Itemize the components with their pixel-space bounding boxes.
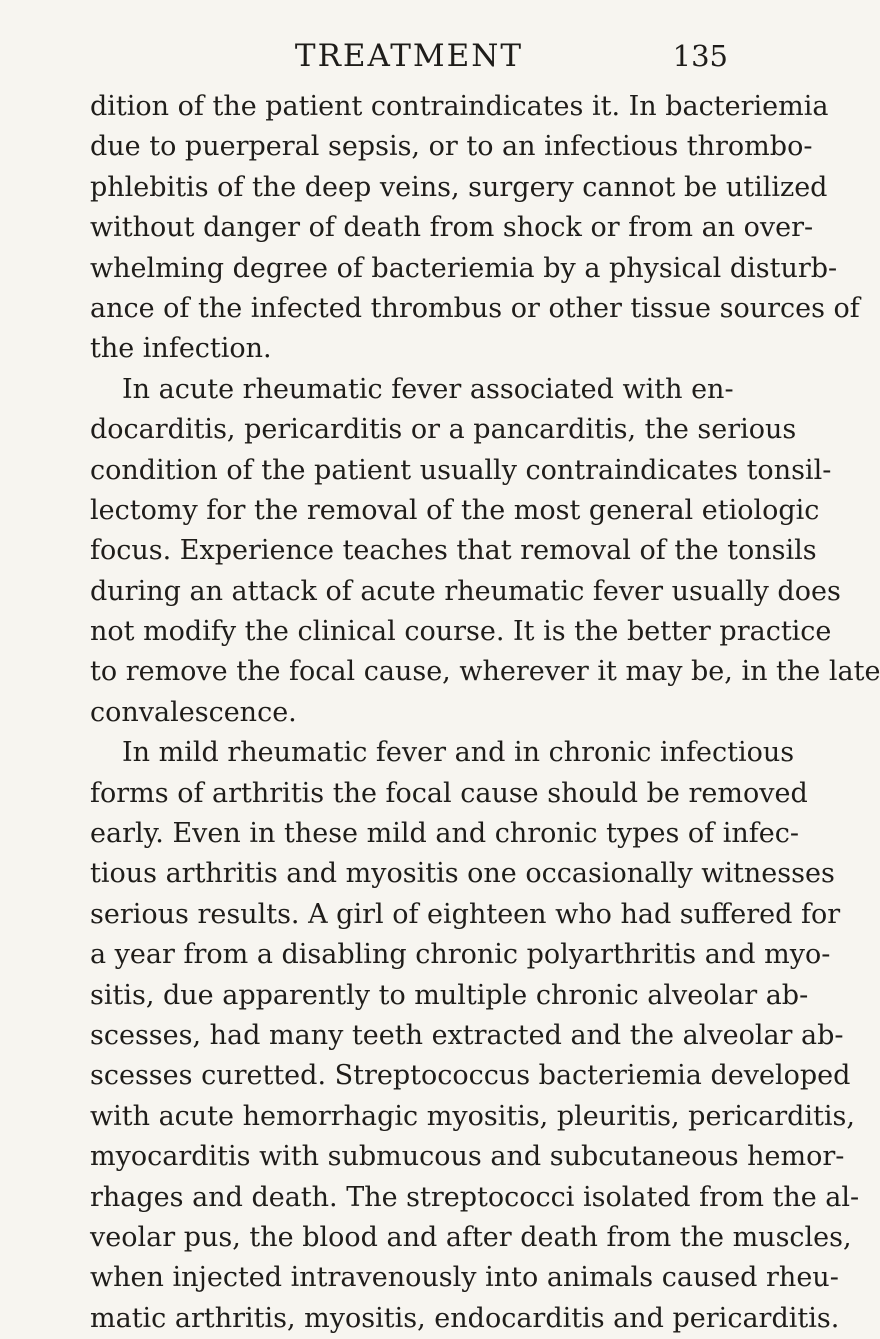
text-line: rhages and death. The streptococci isolated from the al-	[90, 1181, 860, 1213]
text-line: myocarditis with submucous and subcutaneous hemor-	[90, 1141, 845, 1173]
text-line: with acute hemorrhagic myositis, pleuritis, pericarditis,	[90, 1100, 855, 1132]
text-line: veolar pus, the blood and after death from the muscles,	[90, 1221, 852, 1253]
text-line: focus. Experience teaches that removal of the tonsils	[90, 535, 817, 567]
page-header	[90, 36, 728, 76]
text-line: docarditis, pericarditis or a pancarditis, the serious	[90, 414, 797, 446]
text-line: phlebitis of the deep veins, surgery cannot be utilized	[90, 171, 828, 203]
text-line: a year from a disabling chronic polyarthritis and myo-	[90, 939, 831, 971]
text-line: when injected intravenously into animals caused rheu-	[90, 1262, 839, 1294]
text-line: forms of arthritis the focal cause should be removed	[90, 777, 808, 809]
text-line: dition of the patient contraindicates it. In bacteriemia	[90, 91, 829, 122]
text-line: convalescence.	[90, 696, 297, 728]
text-line: without danger of death from shock or from an over-	[90, 212, 814, 244]
text-line: scesses, had many teeth extracted and the alveolar ab-	[90, 1019, 844, 1051]
text-line: condition of the patient usually contraindicates tonsil-	[90, 454, 832, 486]
page-number: 135	[672, 39, 728, 73]
text-line: sitis, due apparently to multiple chronic alveolar ab-	[90, 979, 809, 1011]
text-line: due to puerperal sepsis, or to an infectious thrombo-	[90, 131, 813, 163]
text-line: whelming degree of bacteriemia by a physical disturb-	[90, 252, 838, 284]
text-line: to remove the focal cause, wherever it may be, in the late	[90, 656, 880, 688]
text-line: matic arthritis, myositis, endocarditis and pericarditis.	[90, 1302, 840, 1334]
text-line: ance of the infected thrombus or other tissue sources of	[90, 292, 860, 324]
text-line: not modify the clinical course. It is the better practice	[90, 616, 832, 648]
text-line: the infection.	[90, 333, 272, 365]
text-line: tious arthritis and myositis one occasionally witnesses	[90, 858, 835, 890]
text-line: In mild rheumatic fever and in chronic infectious	[122, 737, 795, 769]
text-line: early. Even in these mild and chronic types of infec-	[90, 818, 799, 850]
text-line: In acute rheumatic fever associated with en-	[122, 373, 734, 405]
text-line: scesses curetted. Streptococcus bacteriemia developed	[90, 1060, 851, 1092]
text-line: serious results. A girl of eighteen who had suffered for	[90, 898, 841, 930]
text-line: during an attack of acute rheumatic fever usually does	[90, 575, 841, 607]
text-line: lectomy for the removal of the most general etiologic	[90, 494, 820, 526]
body-text	[90, 87, 880, 1339]
running-title: TREATMENT	[294, 38, 524, 74]
